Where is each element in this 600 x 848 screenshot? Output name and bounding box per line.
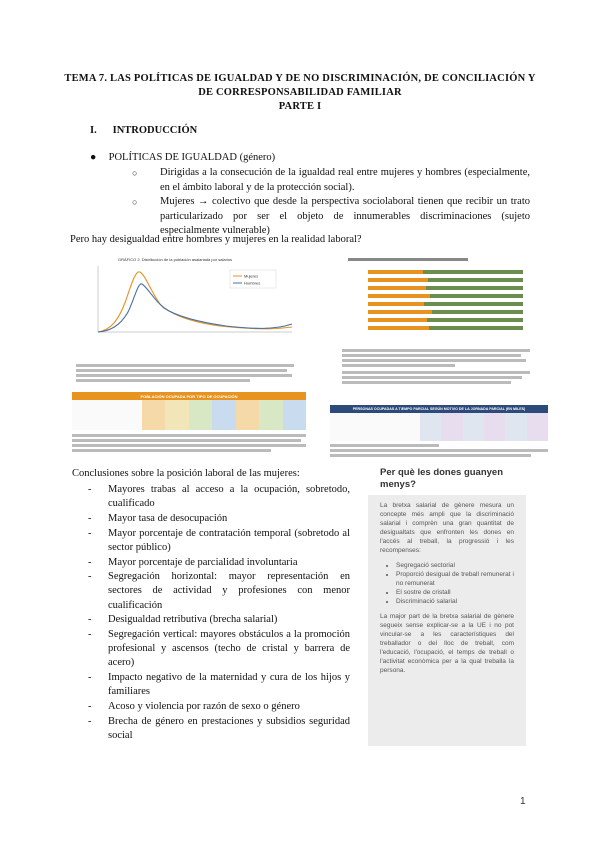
title-line-2: DE CORRESPONSABILIDAD FAMILIAR bbox=[198, 87, 402, 98]
list-item: - Brecha de género en prestaciones y subsidios seguridad social bbox=[88, 715, 350, 743]
fig3-body bbox=[72, 400, 306, 430]
sidebox-outro: La major part de la bretxa salarial de gènere segueix sense explicar-se a la UE i no pot vincular-se a les característiques del treballador o del lloc de treball, com l'educació, l'ocupació, el temps de treball o l'activitat econòmica per a la qual treballa la persona. bbox=[380, 613, 514, 674]
fig4-title: PERSONAS OCUPADAS A TIEMPO PARCIAL SEGÚN MOTIVO DE LA JORNADA PARCIAL (EN MILES) bbox=[352, 406, 526, 411]
list-item: - Desigualdad retributiva (brecha salarial) bbox=[88, 613, 350, 627]
info-sidebox bbox=[368, 461, 526, 746]
bullet-label: POLÍTICAS DE IGUALDAD (género) bbox=[108, 152, 276, 163]
list-item: • Segregació sectorial bbox=[396, 561, 514, 570]
salary-line-chart bbox=[70, 252, 300, 357]
conclusions-list bbox=[88, 483, 350, 744]
legend-mujeres: Mujeres bbox=[244, 273, 259, 279]
list-item: • Discriminació salarial bbox=[396, 597, 514, 606]
list-item: - Mayores trabas al acceso a la ocupación, sobretodo, cualificado bbox=[88, 483, 350, 511]
fig4-header bbox=[330, 405, 548, 413]
series-hombres bbox=[98, 284, 292, 332]
sub-item-1: ○ Dirigidas a la consecución de la igualdad real entre mujeres y hombres (especialmente, en el ámbito laboral y de la protección social). bbox=[132, 167, 530, 193]
sidebox-title: Per què les dones guanyen menys? bbox=[368, 461, 526, 495]
figure-bar-chart bbox=[338, 254, 534, 382]
title-line-1: TEMA 7. LAS POLÍTICAS DE IGUALDAD Y DE NO DISCRIMINACIÓN, DE CONCILIACIÓN Y bbox=[64, 73, 536, 84]
list-item: - Impacto negativo de la maternidad y cura de los hijos y familiares bbox=[88, 671, 350, 699]
legend-hombres: Hombres bbox=[244, 280, 261, 286]
list-item: - Segregación vertical: mayores obstáculos a la promoción profesional y ascensos (techo de cristal y barrera de acero) bbox=[88, 628, 350, 671]
list-item: - Segregación horizontal: mayor representación en sectores de actividad y profesiones con menor cualificación bbox=[88, 570, 350, 613]
document-title bbox=[60, 72, 540, 114]
page-number: 1 bbox=[520, 796, 526, 807]
figure-parttime-table bbox=[330, 405, 548, 465]
circle-bullet-icon: ○ bbox=[132, 168, 138, 178]
fig1-title: GRÁFICO 2. Distribución de la población asalariada por salarios bbox=[118, 257, 233, 262]
list-item: • Proporció desigual de treball remunerat i no remunerat bbox=[396, 570, 514, 588]
conclusions-title: Conclusiones sobre la posición laboral de las mujeres: bbox=[72, 468, 300, 479]
fig1-caption bbox=[70, 364, 300, 382]
intro-question: Pero hay desigualdad entre hombres y mujeres en la realidad laboral? bbox=[70, 234, 362, 245]
section-title: INTRODUCCIÓN bbox=[112, 125, 198, 136]
circle-bullet-icon: ○ bbox=[132, 197, 138, 207]
sub-item-2: ○ Mujeres → colectivo que desde la perspectiva sociolaboral tienen que recibir un trato particularizado por ser el objeto de innumerables discriminaciones (sujeto especialmente vulnerable) bbox=[132, 196, 530, 236]
horizontal-bar-chart bbox=[338, 254, 534, 338]
list-item: - Acoso y violencia por razón de sexo o género bbox=[88, 700, 350, 714]
list-item: • El sostre de cristall bbox=[396, 588, 514, 597]
sidebox-list bbox=[390, 561, 514, 606]
section-heading bbox=[90, 125, 197, 136]
sidebox-body bbox=[368, 495, 526, 681]
fig3-caption bbox=[72, 430, 306, 452]
section-number: I. bbox=[90, 125, 97, 136]
fig2-caption bbox=[338, 343, 534, 384]
title-line-3: PARTE I bbox=[278, 101, 322, 112]
fig3-header bbox=[72, 392, 306, 400]
fig4-caption bbox=[330, 441, 548, 457]
sidebox-intro: La bretxa salarial de gènere mesura un concepte més ampli que la discriminació salarial i comprèn una gran quantitat de desigualtats que enfronten les dones en l'accés al treball, la progressió i les recompenses: bbox=[380, 502, 514, 554]
list-item: - Mayor porcentaje de parcialidad involuntaria bbox=[88, 556, 350, 570]
bullet-dot-icon: ● bbox=[90, 152, 97, 163]
fig4-body bbox=[330, 413, 548, 441]
bar-rows bbox=[368, 270, 523, 330]
fig3-title: POBLACIÓN OCUPADA POR TIPO DE OCUPACIÓN bbox=[140, 393, 238, 399]
list-item: - Mayor porcentaje de contratación temporal (sobretodo al sector público) bbox=[88, 527, 350, 555]
bullet-politicas bbox=[90, 152, 275, 163]
figure-occupation-table bbox=[72, 392, 306, 462]
list-item: - Mayor tasa de desocupación bbox=[88, 512, 350, 526]
figure-salary-chart bbox=[70, 252, 300, 357]
